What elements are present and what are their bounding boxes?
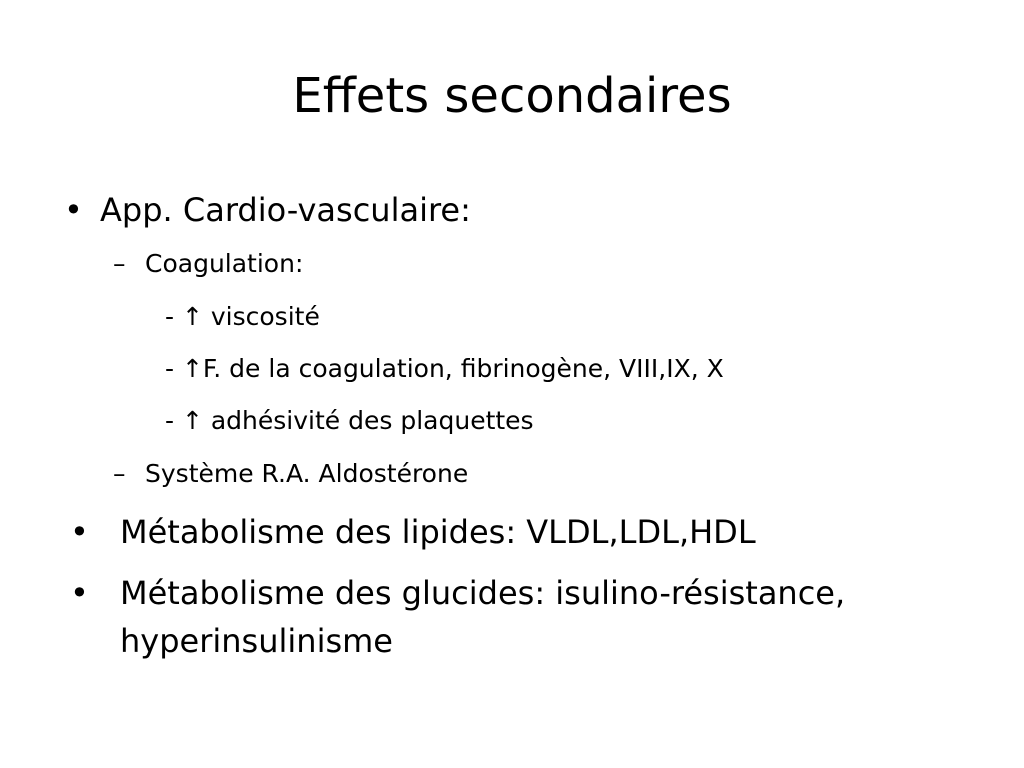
slide-title: Effets secondaires: [292, 68, 732, 124]
coag-item-facteurs: - ↑F. de la coagulation, fibrinogène, VIII,IX, X: [165, 354, 724, 383]
bullet-lipides: [70, 510, 756, 554]
dash-marker: –: [113, 249, 126, 278]
coag-item-plaquettes: - ↑ adhésivité des plaquettes: [165, 406, 534, 435]
bullet-marker: •: [70, 513, 89, 551]
subbullet-raa: [113, 456, 469, 492]
subbullet-coagulation: [113, 246, 304, 282]
bullet-marker: •: [70, 574, 89, 612]
subbullet-text: Coagulation:: [145, 249, 304, 278]
subbullet-text: Système R.A. Aldostérone: [145, 459, 469, 488]
bullet-marker: •: [64, 191, 83, 229]
bullet-text: Métabolisme des lipides: VLDL,LDL,HDL: [120, 513, 756, 551]
bullet-glucides: [70, 571, 846, 615]
bullet-cardio: [64, 188, 471, 232]
dash-marker: –: [113, 459, 126, 488]
bullet-text: App. Cardio-vasculaire:: [100, 191, 471, 229]
coag-item-viscosite: - ↑ viscosité: [165, 302, 320, 331]
bullet-glucides-continuation: hyperinsulinisme: [120, 622, 393, 660]
bullet-text: Métabolisme des glucides: isulino-résistance,: [120, 574, 846, 612]
